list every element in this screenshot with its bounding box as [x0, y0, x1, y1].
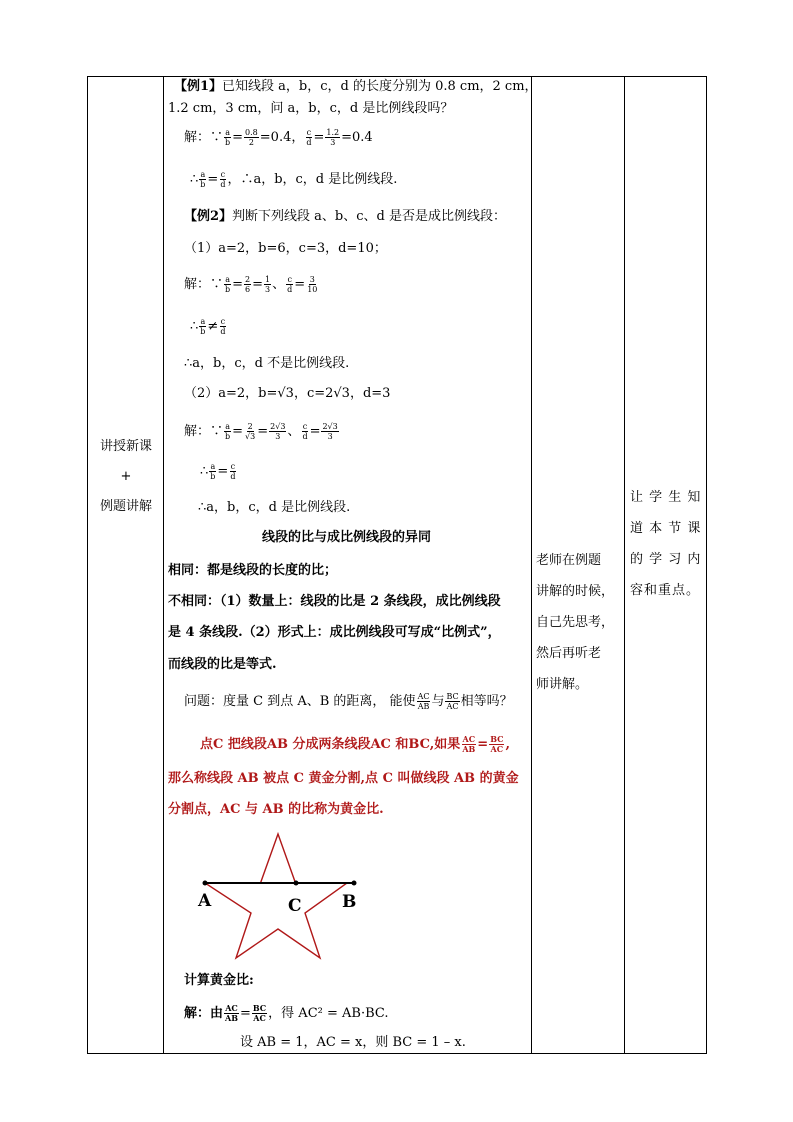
- example2-conclusion2: ∴a，b，c，d 是比例线段.: [198, 500, 351, 515]
- star-shape: [205, 834, 347, 958]
- example2-part1: （1）a=2，b=6，c=3，d=10；: [184, 241, 387, 256]
- question: 问题：度量 C 到点 A、B 的距离， 能使 $\frac{AC}{AB}$ 与 $\frac{BC}{AC}$ 相等吗？: [184, 692, 513, 711]
- calc-solution: 解：由 $\frac{AC}{AB}$ = $\frac{BC}{AC}$ ，得 AC² = AB·BC.: [184, 1003, 389, 1023]
- point-c: [294, 881, 299, 886]
- compare-diff-line3: 而线段的比是等式.: [168, 657, 277, 672]
- label-c: C: [288, 896, 302, 916]
- example2-conclusion1: ∴a，b，c，d 不是比例线段.: [184, 356, 350, 371]
- label-a: A: [198, 891, 212, 911]
- example1-solution: 解：∵ $\frac{a}{b}$ = $\frac{0.8}{2}$ =0.4， $\frac{c}{d}$ = $\frac{1.2}{3}$ =0.4: [184, 128, 373, 147]
- column-divider: [624, 77, 625, 1053]
- example1-line1: 【例1】已知线段 a，b，c，d 的长度分别为 0.8 cm，2 cm，: [174, 79, 538, 94]
- teaching-stage: 讲授新课 + 例题讲解: [99, 439, 152, 514]
- column-divider: [163, 77, 164, 1053]
- design-purpose: 让 学 生 知 道 本 节 课 的 学 习 内 容和重点。: [630, 490, 702, 598]
- compare-diff-line2: 是 4 条线段.（2）形式上：成比例线段可写成“比例式”，: [168, 625, 501, 640]
- example2-heading: 【例2】判断下列线段 a、b、c、d 是否是成比例线段：: [184, 209, 506, 224]
- example2-equal: ∴ $\frac{a}{b}$ = $\frac{c}{d}$: [200, 462, 236, 481]
- compare-diff-line1: 不相同：（1）数量上：线段的比是 2 条线段，成比例线段: [168, 594, 501, 609]
- teacher-activity: 老师在例题 讲解的时候， 自己先思考， 然后再听老 师讲解。: [536, 553, 615, 692]
- golden-star-figure: [192, 826, 364, 964]
- example2-solution2: 解：∵ $\frac{a}{b}$ = $\frac{2}{√3}$ = $\frac{2√3}{3}$ 、 $\frac{c}{d}$ = $\frac{2√3}{3}$: [184, 422, 338, 441]
- example2-part2: （2）a=2，b=√3，c=2√3，d=3: [184, 386, 391, 401]
- compare-same: 相同：都是线段的长度的比；: [168, 563, 338, 578]
- definition-line3: 分割点，AC 与 AB 的比称为黄金比.: [168, 802, 384, 817]
- calc-title: 计算黄金比:: [184, 973, 254, 988]
- definition-line1: 点C 把线段AB 分成两条线段AC 和BC,如果 $\frac{AC}{AB}$ = $\frac{BC}{AC}$ ,: [200, 734, 510, 754]
- calc-setup: 设 AB = 1，AC = x，则 BC = 1 – x.: [240, 1035, 466, 1050]
- point-a: [203, 881, 208, 886]
- example1-conclusion: ∴ $\frac{a}{b}$ = $\frac{c}{d}$ ，∴a，b，c，d 是比例线段.: [190, 170, 398, 189]
- example1-line2: 1.2 cm，3 cm，问 a，b，c，d 是比例线段吗？: [168, 101, 454, 116]
- column-divider: [531, 77, 532, 1053]
- example2-solution1: 解：∵ $\frac{a}{b}$ = $\frac{2}{6}$ = $\frac{1}{3}$ 、 $\frac{c}{d}$ = $\frac{3}{10}$: [184, 275, 318, 294]
- compare-title: 线段的比与成比例线段的异同: [262, 530, 432, 545]
- example2-not-equal: ∴ $\frac{a}{b}$ ≠ $\frac{c}{d}$: [190, 317, 226, 336]
- definition-line2: 那么称线段 AB 被点 C 黄金分割,点 C 叫做线段 AB 的黄金: [168, 771, 519, 786]
- label-b: B: [342, 892, 357, 912]
- point-b: [352, 881, 357, 886]
